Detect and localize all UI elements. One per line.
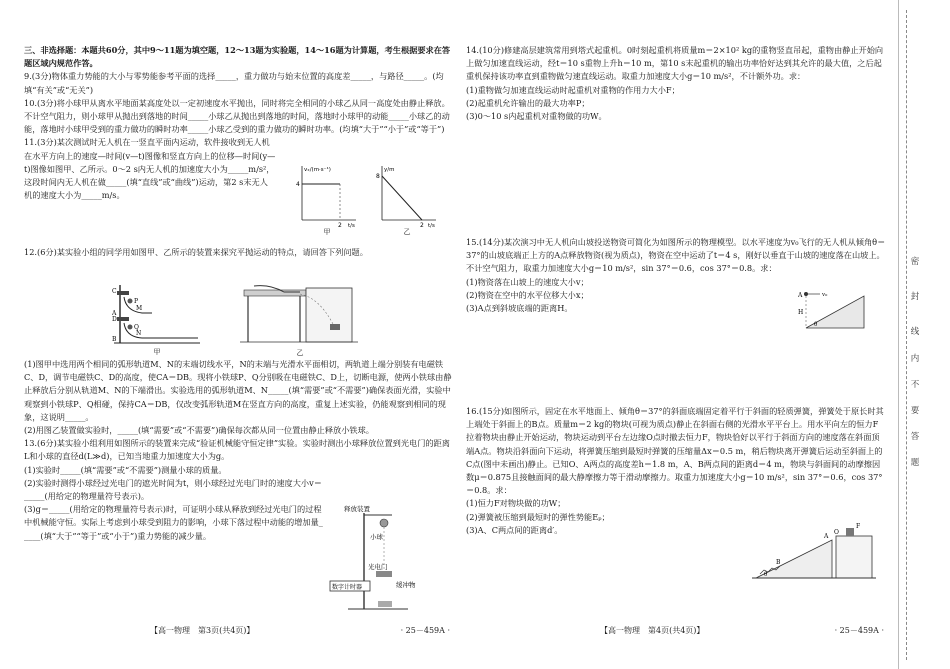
seal-char-1: 密 [910,257,920,267]
q12-figure-b [240,280,360,358]
q13-fig-ball: 小球 [370,533,383,541]
question-14-part-3: (3)0～10 s内起重机对重物做的功W。 [466,111,607,122]
footer-page-4 [600,625,884,636]
question-16-part-1: (1)恒力F对物块做的功W； [466,498,566,509]
seal-char-3: 线 [910,327,920,337]
q16-fig-F: F [856,523,861,530]
q12-label-D: D [112,316,117,323]
q12-label-P: P [134,298,139,305]
right-column [466,44,886,123]
q12-label-N: N [136,330,142,337]
question-14: 14.(10分)修建高层建筑常用到塔式起重机。0时刻起重机将质量m＝2×10² kg的重物竖直吊起，重物由静止开始向上做匀加速直线运动，经t＝10 s重物上升h＝10 m，第10 s末起重机的输出功率恰好达到其允许的最大值，之后起重机保持该功率直到重物做匀速直线运动。取重力加速度大小g＝10 m/s²，不计额外功。求： [466,45,884,82]
seal-char-7: 答 [910,432,920,442]
q16-fig-theta: θ [764,572,768,578]
right-column-q16 [466,405,886,537]
question-14-part-1: (1)重物做匀加速直线运动时起重机对重物的作用力大小F； [466,84,680,95]
q15-fig-H: H [798,309,804,316]
q11-fig-b-ylabel: y/m [384,167,395,173]
q11-fig-b-caption: 乙 [403,228,411,236]
question-16-part-3: (3)A、C两点间的距离d′。 [466,524,563,535]
q13-figure [328,503,438,615]
q12-label-A: A [112,310,117,317]
footer-page-4-title: 【高一物理 第4页(共4页)】 [600,626,705,635]
question-12-part-1: (1)图甲中选用两个相同的弧形轨道M、N的末端切线水平，N的末端与光滑水平面相切，两轨道上端分别装有电磁铁C、D，调节电磁铁C、D的高度，使CA＝DB。现将小铁球P、Q分别吸在电磁铁C、D上，切断电源，使两小铁球由静止释放后分别从轨道M、N的下端滑出。实验选用的弧形轨道M、N_____(填“需要”或“不需要”)确保表面光滑，实验中观察到小铁球P、Q相碰，保持CA＝DB，仅改变弧形轨道M在竖直方向的高度，重复上述实验，仍能观察到相同的现象，这说明_____。 [24,359,452,422]
q16-fig-B: B [776,559,781,566]
q13-fig-timer: 数字计时器 [332,584,363,591]
footer-page-3 [150,625,450,636]
question-15-part-1: (1)物资落在山坡上的速度大小v； [466,276,589,287]
question-9: 9.(3分)物体重力势能的大小与零势能参考平面的选择_____，重力做功与始末位置的高度差_____，与路径_____。(均填“有关”或“无关”) [24,71,444,95]
question-16: 16.(15分)如图所示，固定在水平地面上、倾角θ＝37°的斜面底端固定着平行于斜面的轻质弹簧，弹簧处于原长时其上端处于斜面上的B点。质量m＝2 kg的物块(可视为质点)静止在斜面右侧的光滑水平平台上。用水平向左的恒力F拉着物块由静止开始运动，物块运动到平台左边缘O点时撤去恒力F，物块恰好以平行于斜面方向的速度落在斜面顶端A点。物块沿斜面向下运动，将弹簧压缩到最短时弹簧的压缩量Δx＝0.5 m，稍后物块离开弹簧后运动至斜面上的C点(图中未画出)静止。已知O、A两点的高度差h＝1.8 m，A、B两点间的距离d＝4 m，物块与斜面间的动摩擦因数μ＝0.875且接触面间的最大静摩擦力等于滑动摩擦力。取重力加速度大小g＝10 m/s²，sin 37°＝0.6，cos 37°＝0.8。求： [466,406,884,496]
seal-char-2: 封 [910,292,920,302]
q15-fig-A: A [798,292,803,299]
q11-fig-a-value: 4 [296,181,300,188]
q13-fig-release: 释放装置 [344,505,370,513]
q11-fig-b-tick: 2 [420,222,424,228]
question-13-part-1: (1)实验时_____(填“需要”或“不需要”)测量小球的质量。 [24,464,227,475]
q15-fig-v0: v₀ [822,292,828,298]
q11-figure-a [292,162,362,237]
question-13-part-2: (2)实验时测得小球经过光电门的遮光时间为t，则小球经过光电门时的速度大小v＝_____(用给定的物理量符号表示)。 [24,477,322,502]
left-column-q12 [24,246,452,259]
seal-char-8: 题 [910,458,920,468]
q12-fig-b-caption: 乙 [296,349,304,357]
q12-label-B: B [112,336,117,343]
section-header: 三、非选择题：本题共60分，其中9～11题为填空题，12～13题为实验题，14～16题为计算题，考生根据要求在答题区域内规范作答。 [24,45,451,69]
q11-fig-a-tick: 2 [338,222,342,228]
question-15-part-3: (3)A点到斜坡底端的距离H。 [466,303,573,314]
q11-fig-a-xlabel: t/s [348,223,355,228]
q12-fig-a-caption: 甲 [153,348,161,356]
footer-page-3-title: 【高一物理 第3页(共4页)】 [150,626,255,635]
question-13-part-3: (3)g＝_____(用给定的物理量符号表示)时，可证明小球从释放到经过光电门的过程中机械能守恒。实际上考虑到小球受到阻力的影响，小球下落过程中动能的增加量_____(填“大于”“等于”或“小于”)重力势能的减少量。 [24,504,323,541]
q16-fig-A: A [824,533,829,540]
q15-figure [798,288,868,334]
question-11: 11.(3分)某次测试时无人机在一竖直平面内运动，软件接收到无人机在水平方向上的速度—时间(v—t)图像和竖直方向上的位移—时间(y—t)图像如图甲、乙所示。0～2 s内无人机的加速度大小为_____m/s²，这段时间内无人机在做_____(填“直线”或“曲线”)运动，第2 s末无人机的速度大小为_____m/s。 [24,137,276,201]
question-12-part-2: (2)用图乙装置做实验时，_____(填“需要”或“不需要”)确保每次都从同一位置由静止释放小铁球。 [24,425,374,436]
question-12-intro: 12.(6分)某实验小组的同学用如图甲、乙所示的装置来探究平抛运动的特点，请回答下列问题。 [24,247,368,257]
seal-char-5: 不 [910,380,920,390]
seal-char-6: 要 [910,406,920,416]
footer-page-4-code: · 25－459A · [834,626,884,635]
question-13-intro: 13.(6分)某实验小组利用如图所示的装置来完成“验证机械能守恒定律”实验。实验时测出小球释放位置到光电门的距离L和小球的直径d(L≫d)，已知当地重力加速度大小为g。 [24,438,450,462]
q13-fig-gate: 光电门 [368,563,388,571]
q11-fig-a-caption: 甲 [323,228,331,236]
q12-label-Q: Q [134,324,139,331]
q12-label-M: M [136,305,143,312]
q11-fig-b-value: 8 [376,173,380,180]
binding-dashed-line [906,10,907,660]
question-10: 10.(3分)将小球甲从离水平地面某高度处以一定初速度水平抛出，同时将完全相同的小球乙从同一高度处由静止释放。不计空气阻力，则小球甲从抛出到落地的时间_____小球乙从抛出到落地的时间，落地时小球甲的动能_____小球乙的动能，落地时小球甲受到的重力做功的瞬时功率_____小球乙受到的重力做功的瞬时功率。(均填“大于”“小于”或“等于”) [24,97,450,135]
q12-figure-a [112,283,202,357]
question-15: 15.(14分)某次演习中无人机向山坡投送物资可简化为如图所示的物理模型。以水平速度为v₀飞行的无人机从倾角θ＝37°的山坡底端正上方的A点释放物资(视为质点)，物资在空中运动了t＝4 s，刚好以垂直于山坡的速度落在山坡上。不计空气阻力，取重力加速度大小g＝10 m/s²，sin 37°＝0.6，cos 37°＝0.8。求： [466,237,886,274]
question-14-part-2: (2)起重机允许输出的最大功率P； [466,97,590,108]
q11-figure-b [372,162,442,237]
footer-page-3-code: · 25－459A · [400,626,450,635]
question-15-part-2: (2)物资在空中的水平位移大小x； [466,289,589,300]
question-16-part-2: (2)弹簧被压缩到最短时的弹性势能Eₚ； [466,511,610,522]
seal-char-4: 内 [910,354,920,364]
q13-fig-buffer: 缓冲物 [396,581,416,589]
q16-figure [752,520,878,582]
q11-fig-b-xlabel: t/s [428,223,435,228]
q11-fig-a-ylabel: vₓ/(m·s⁻¹) [304,167,331,173]
q15-fig-theta: θ [814,322,818,328]
q12-label-C: C [112,288,117,295]
q16-fig-O: O [834,529,839,536]
